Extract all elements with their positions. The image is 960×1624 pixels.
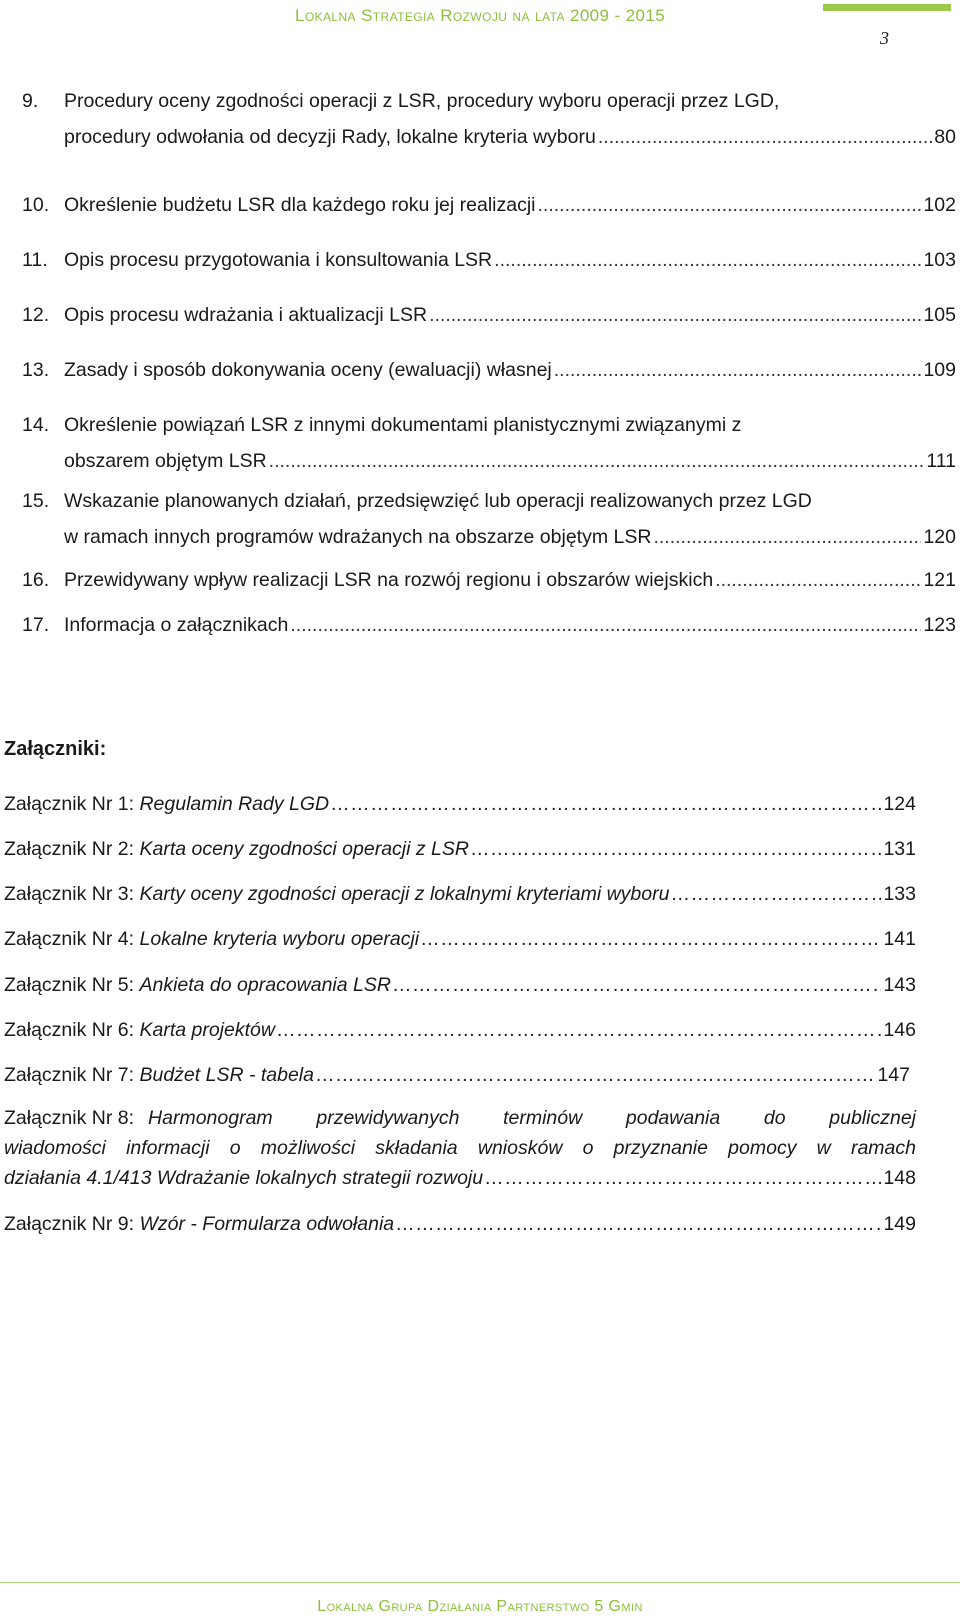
attachment-page: 147 (877, 1064, 910, 1086)
toc-leader (598, 124, 932, 150)
toc-title: Opis procesu przygotowania i konsultowania LSR (64, 249, 493, 271)
attachment-title: Wzór - Formularza odwołania (139, 1213, 395, 1235)
attachment-6[interactable] (4, 1016, 948, 1044)
attachment-leader (670, 880, 881, 908)
toc-entry-15[interactable] (22, 488, 956, 550)
toc-page: 120 (923, 526, 956, 548)
toc-page: 102 (923, 194, 956, 216)
attachment-page: 149 (883, 1213, 916, 1235)
attachment-4[interactable] (4, 925, 948, 953)
attachment-title: Budżet LSR - tabela (139, 1064, 314, 1086)
attachment-page: 143 (883, 974, 916, 996)
attachment-title: Regulamin Rady LGD (139, 793, 330, 815)
attachment-page: 141 (883, 928, 916, 950)
toc-entry-13[interactable] (22, 357, 956, 383)
running-footer: Lokalna Grupa Działania Partnerstwo 5 Gmin (317, 1598, 643, 1615)
attachment-label: Załącznik Nr 8: (4, 1107, 135, 1129)
toc-entry-17[interactable] (22, 612, 956, 638)
toc-entry-12[interactable] (22, 302, 956, 328)
attachment-leader (470, 835, 881, 863)
toc-entry-11[interactable] (22, 247, 956, 273)
toc-number: 16. (22, 569, 50, 591)
attachment-leader (276, 1016, 882, 1044)
attachment-label: Załącznik Nr 9: (4, 1213, 135, 1235)
toc-title: Określenie budżetu LSR dla każdego roku jej realizacji (64, 194, 536, 216)
attachment-label: Załącznik Nr 5: (4, 974, 135, 996)
toc-title: Określenie powiązań LSR z innymi dokumentami planistycznymi związanymi z (64, 414, 742, 436)
attachment-2[interactable] (4, 835, 948, 863)
toc-page: 105 (923, 304, 956, 326)
attachment-leader (315, 1061, 875, 1089)
toc-leader (538, 192, 922, 218)
attachment-title: Lokalne kryteria wyboru operacji (139, 928, 420, 950)
toc-leader (269, 448, 925, 474)
attachment-page: 133 (883, 883, 916, 905)
toc-page: 123 (923, 614, 956, 636)
attachment-title: Harmonogram przewidywanych terminów podawania do publicznej (148, 1107, 916, 1129)
attachment-7[interactable] (4, 1061, 948, 1089)
toc-entry-14[interactable] (22, 412, 956, 474)
toc-leader (554, 357, 922, 383)
toc-number: 17. (22, 614, 50, 636)
toc-title: Zasady i sposób dokonywania oceny (ewaluacji) własnej (64, 359, 552, 381)
toc-number: 12. (22, 304, 50, 326)
toc-leader (653, 524, 921, 550)
toc-page: 111 (926, 450, 956, 472)
attachment-label: Załącznik Nr 7: (4, 1064, 135, 1086)
header-accent-bar (823, 4, 951, 11)
attachment-1[interactable] (4, 790, 948, 818)
attachment-page: 146 (883, 1019, 916, 1041)
toc-page: 80 (934, 126, 956, 148)
toc-leader (494, 247, 921, 273)
attachment-leader (420, 925, 881, 953)
attachment-title: Karta projektów (139, 1019, 275, 1041)
toc-leader (429, 302, 921, 328)
attachment-title: Karty oceny zgodności operacji z lokalnymi kryteriami wyboru (139, 883, 670, 905)
toc-number: 9. (22, 90, 39, 112)
toc-number: 14. (22, 414, 50, 436)
attachments-heading: Załączniki: (4, 738, 107, 760)
attachment-9[interactable] (4, 1210, 948, 1238)
toc-leader (715, 567, 921, 593)
running-header: Lokalna Strategia Rozwoju na lata 2009 - 2015 (295, 6, 666, 25)
toc-title: w ramach innych programów wdrażanych na obszarze objętym LSR (64, 526, 652, 548)
toc-title: obszarem objętym LSR (64, 450, 267, 472)
attachment-title: wiadomości informacji o możliwości składania wniosków o przyznanie pomocy w ramach (4, 1137, 916, 1159)
attachment-leader (392, 971, 881, 999)
toc-entry-10[interactable] (22, 192, 956, 218)
footer-divider (0, 1582, 960, 1583)
toc-leader (290, 612, 921, 638)
toc-title: Procedury oceny zgodności operacji z LSR, procedury wyboru operacji przez LGD, (64, 90, 780, 112)
attachment-label: Załącznik Nr 3: (4, 883, 135, 905)
toc-title: procedury odwołania od decyzji Rady, lokalne kryteria wyboru (64, 126, 596, 148)
attachment-label: Załącznik Nr 1: (4, 793, 135, 815)
toc-title: Przewidywany wpływ realizacji LSR na rozwój regionu i obszarów wiejskich (64, 569, 714, 591)
attachment-leader (330, 790, 881, 818)
toc-title: Opis procesu wdrażania i aktualizacji LSR (64, 304, 428, 326)
toc-page: 103 (923, 249, 956, 271)
toc-title: Informacja o załącznikach (64, 614, 289, 636)
attachment-label: Załącznik Nr 2: (4, 838, 135, 860)
attachment-5[interactable] (4, 971, 948, 999)
toc-number: 13. (22, 359, 50, 381)
toc-number: 11. (22, 249, 48, 271)
attachment-page: 148 (883, 1167, 916, 1189)
attachment-label: Załącznik Nr 6: (4, 1019, 135, 1041)
toc-entry-16[interactable] (22, 567, 956, 593)
attachment-page: 124 (883, 793, 916, 815)
toc-title: Wskazanie planowanych działań, przedsięwzięć lub operacji realizowanych przez LGD (64, 490, 812, 512)
toc-page: 121 (923, 569, 956, 591)
attachment-8[interactable] (4, 1103, 916, 1193)
toc-number: 15. (22, 490, 50, 512)
attachment-title: Karta oceny zgodności operacji z LSR (139, 838, 469, 860)
attachment-label: Załącznik Nr 4: (4, 928, 135, 950)
attachment-3[interactable] (4, 880, 948, 908)
toc-page: 109 (923, 359, 956, 381)
toc-number: 10. (22, 194, 50, 216)
attachment-title: Ankieta do opracowania LSR (139, 974, 391, 996)
attachment-page: 131 (883, 838, 916, 860)
attachment-title: działania 4.1/413 Wdrażanie lokalnych strategii rozwoju (4, 1167, 484, 1189)
attachment-leader (395, 1210, 881, 1238)
attachment-leader (484, 1163, 881, 1193)
toc-entry-9[interactable] (22, 88, 956, 150)
page-number: 3 (880, 28, 889, 48)
